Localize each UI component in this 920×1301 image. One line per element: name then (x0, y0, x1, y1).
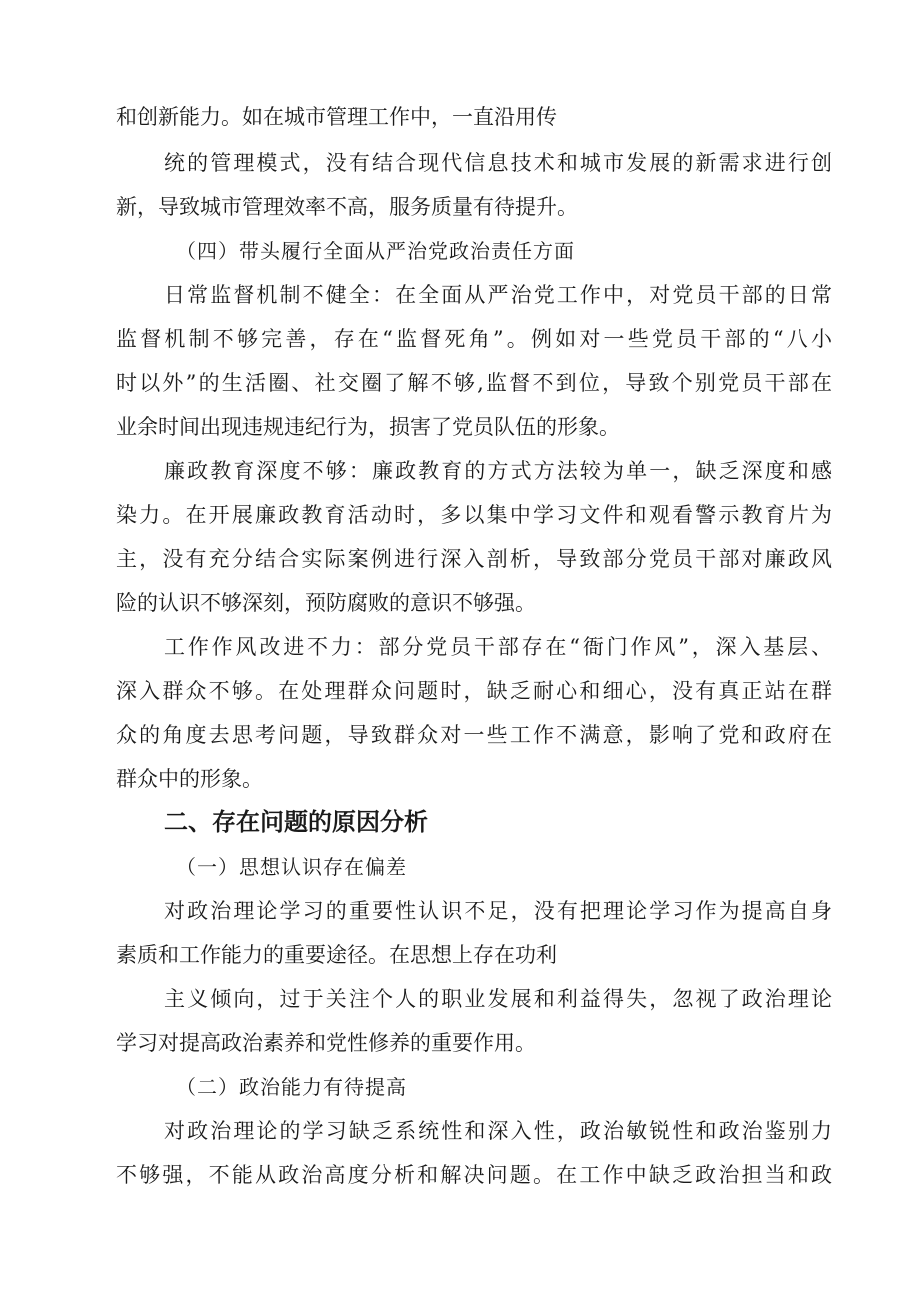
text-line: 学习对提高政治素养和党性修养的重要作用。 (116, 1031, 536, 1055)
text-line: 廉政教育深度不够：廉政教育的方式方法较为单一，缺乏深度和感 (164, 459, 832, 483)
section-subheading: （二）政治能力有待提高 (176, 1075, 407, 1099)
text-line: 深入群众不够。在处理群众问题时，缺乏耐心和细心，没有真正站在群 (116, 679, 832, 703)
section-heading: 二、存在问题的原因分析 (164, 808, 428, 836)
text-line: 险的认识不够深刻，预防腐败的意识不够强。 (116, 591, 536, 615)
text-line: 统的管理模式，没有结合现代信息技术和城市发展的新需求进行创 (164, 151, 832, 175)
text-line: 不够强，不能从政治高度分析和解决问题。在工作中缺乏政治担当和政 (116, 1163, 832, 1187)
text-line: 和创新能力。如在城市管理工作中，一直沿用传 (116, 105, 557, 129)
text-line: 主义倾向，过于关注个人的职业发展和利益得失，忽视了政治理论 (164, 987, 832, 1011)
section-subheading: （四）带头履行全面从严治党政治责任方面 (176, 239, 575, 263)
text-line: 工作作风改进不力：部分党员干部存在“衙门作风”，深入基层、 (164, 635, 832, 659)
section-subheading: （一）思想认识存在偏差 (176, 855, 407, 879)
text-line: 新，导致城市管理效率不高，服务质量有待提升。 (116, 195, 578, 219)
text-line: 主，没有充分结合实际案例进行深入剖析，导致部分党员干部对廉政风 (116, 547, 832, 571)
text-line: 对政治理论学习的重要性认识不足，没有把理论学习作为提高自身 (164, 899, 832, 923)
text-line: 群众中的形象。 (116, 767, 263, 791)
text-line: 对政治理论的学习缺乏系统性和深入性，政治敏锐性和政治鉴别力 (164, 1119, 832, 1143)
text-line: 众的角度去思考问题，导致群众对一些工作不满意，影响了党和政府在 (116, 723, 832, 747)
text-line: 业余时间出现违规违纪行为，损害了党员队伍的形象。 (116, 415, 620, 439)
text-line: 监督机制不够完善，存在“监督死角”。例如对一些党员干部的“八小 (116, 327, 832, 351)
text-line: 日常监督机制不健全：在全面从严治党工作中，对党员干部的日常 (164, 283, 832, 307)
text-line: 染力。在开展廉政教育活动时，多以集中学习文件和观看警示教育片为 (116, 503, 832, 527)
text-line: 时以外”的生活圈、社交圈了解不够,监督不到位，导致个别党员干部在 (116, 371, 832, 395)
text-line: 素质和工作能力的重要途径。在思想上存在功利 (116, 943, 557, 967)
